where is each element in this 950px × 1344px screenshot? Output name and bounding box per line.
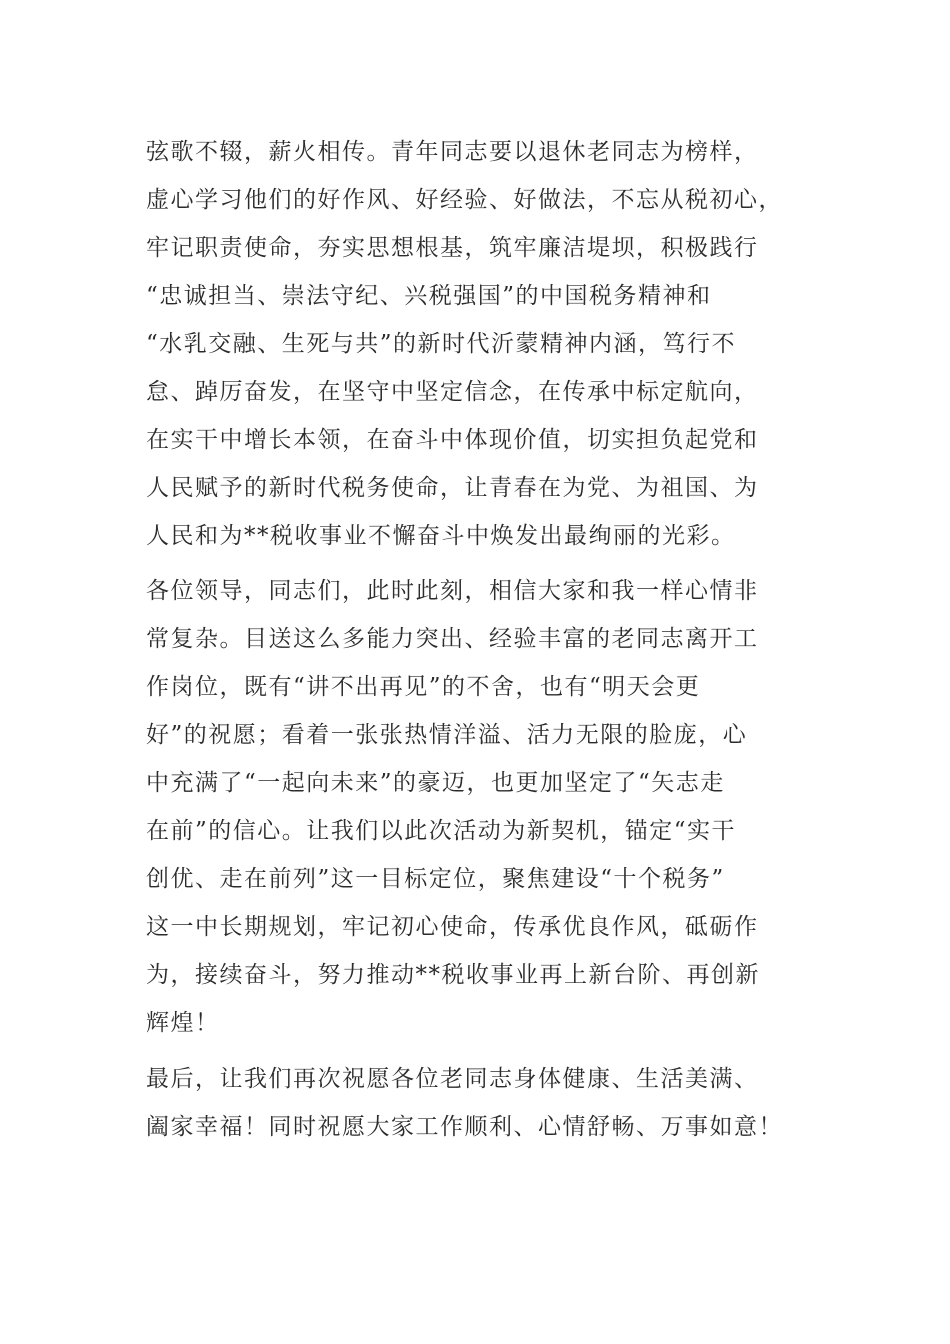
- text-line: 为，接续奋斗，努力推动**税收事业再上新台阶、再创新: [146, 962, 760, 988]
- text-line: 辉煌！: [146, 1010, 220, 1036]
- text-line: “忠诚担当、崇法守纪、兴税强国”的中国税务精神和: [146, 283, 712, 309]
- paragraph-closing-wishes: [146, 1055, 806, 1151]
- text-line: 人民赋予的新时代税务使命，让青春在为党、为祖国、为: [146, 475, 759, 501]
- text-line: 在实干中增长本领，在奋斗中体现价值，切实担负起党和: [146, 427, 759, 453]
- text-line: 弦歌不辍，薪火相传。青年同志要以退休老同志为榜样，: [146, 139, 759, 165]
- text-line: 在前”的信心。让我们以此次活动为新契机，锚定“实干: [146, 818, 737, 844]
- text-line: 人民和为**税收事业不懈奋斗中焕发出最绚丽的光彩。: [146, 523, 736, 549]
- text-line: 怠、踔厉奋发，在坚守中坚定信念，在传承中标定航向，: [146, 379, 759, 405]
- paragraph-youth-inheritance: [146, 128, 806, 560]
- text-line: 常复杂。目送这么多能力突出、经验丰富的老同志离开工: [146, 626, 759, 652]
- text-line: 作岗位，既有“讲不出再见”的不舍，也有“明天会更: [146, 674, 701, 700]
- text-line: 中充满了“一起向未来”的豪迈，也更加坚定了“矢志走: [146, 770, 725, 796]
- document-body: [146, 128, 806, 1151]
- paragraph-farewell-address: [146, 567, 806, 1047]
- text-line: 好”的祝愿；看着一张张热情洋溢、活力无限的脸庞，心: [146, 722, 748, 748]
- text-line: 最后，让我们再次祝愿各位老同志身体健康、生活美满、: [146, 1066, 759, 1092]
- text-line: 牢记职责使命，夯实思想根基，筑牢廉洁堤坝，积极践行: [146, 235, 759, 261]
- text-line: 阖家幸福！同时祝愿大家工作顺利、心情舒畅、万事如意！: [146, 1114, 783, 1140]
- text-line: 各位领导，同志们，此时此刻，相信大家和我一样心情非: [146, 578, 759, 604]
- text-line: “水乳交融、生死与共”的新时代沂蒙精神内涵，笃行不: [146, 331, 737, 357]
- text-line: 虚心学习他们的好作风、好经验、好做法，不忘从税初心，: [146, 187, 783, 213]
- text-line: 这一中长期规划，牢记初心使命，传承优良作风，砥砺作: [146, 914, 759, 940]
- text-line: 创优、走在前列”这一目标定位，聚焦建设“十个税务”: [146, 866, 725, 892]
